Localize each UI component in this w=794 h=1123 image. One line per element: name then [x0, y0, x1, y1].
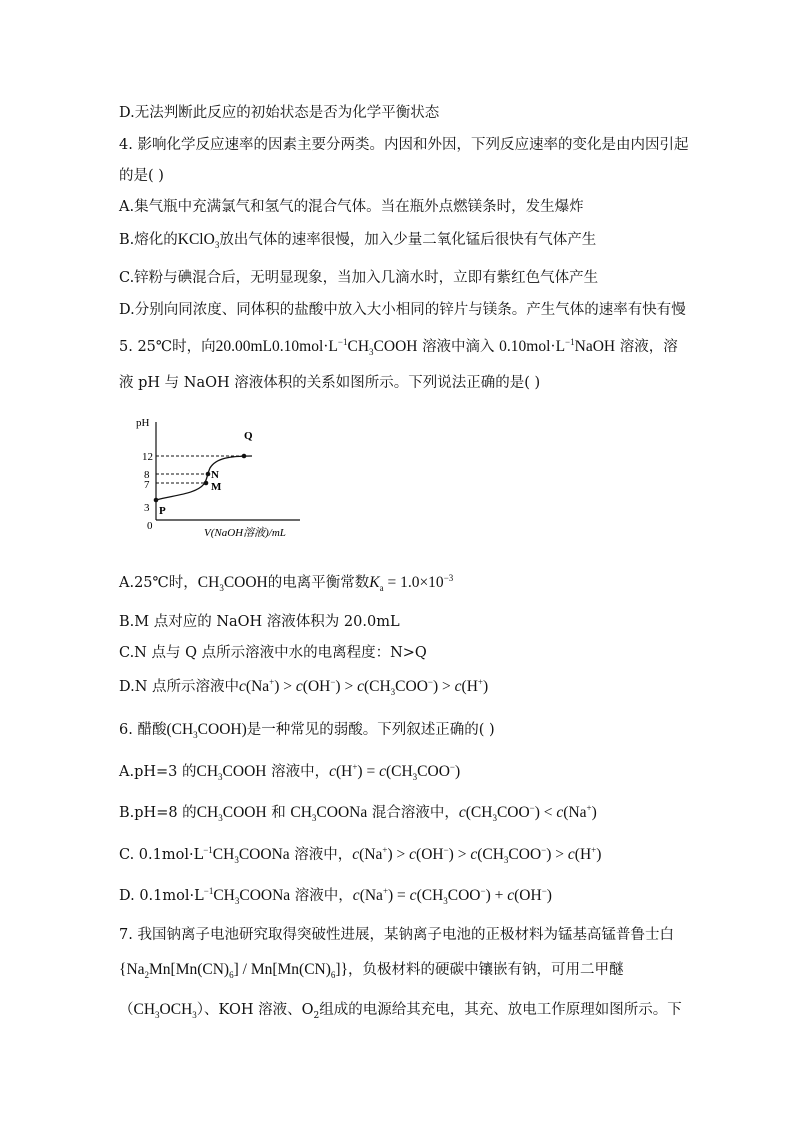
- q5-option-a: A.25℃时，$CH_3COOH$的电离平衡常数$K_a = 1.0\times 10^{-3}$: [119, 572, 454, 594]
- point-m: [204, 481, 209, 486]
- q5-option-b: B.M 点对应的 NaOH 溶液体积为 20.0mL: [119, 614, 400, 630]
- q7-stem-line1: 7. 我国钠离子电池研究取得突破性进展，某钠离子电池的正极材料为锰基高锰普鲁士白: [119, 927, 674, 943]
- label-q: Q: [244, 430, 253, 442]
- q7-stem-line3: $(CH_3OCH_3)$、KOH 溶液、$O_2$组成的电源给其充电，其充、放电工作原理如图所示。下: [119, 1001, 682, 1021]
- q5-stem-line2: 液 pH 与 NaOH 溶液体积的关系如图所示。下列说法正确的是( ): [119, 375, 541, 391]
- y-axis-label: pH: [136, 417, 150, 429]
- q5-stem-line1: 5. 25℃时，向$20.00mL0.10mol\cdot L^{-1}CH_3COOH$ 溶液中滴入 $0.10mol\cdot L^{-1}NaOH$ 溶液，溶: [119, 336, 678, 358]
- label-m: M: [211, 481, 222, 493]
- titration-curve: [156, 456, 252, 500]
- point-q: [242, 454, 247, 459]
- q4-stem-line2: 的是( ): [119, 168, 164, 184]
- point-p: [154, 498, 159, 503]
- q4-option-c: C.锌粉与碘混合后，无明显现象，当加入几滴水时，立即有紫红色气体产生: [119, 270, 599, 286]
- q7-stem-line2: $\{Na_2Mn[Mn(CN)_6] / Mn[Mn(CN)_6]\}$，负极材料的硬碳中镶嵌有钠，可用二甲醚: [119, 961, 624, 981]
- q5-option-d: D.N 点所示溶液中$c(Na^+) > c(OH^-) > c(CH_3COO^-) > c(H^+)$: [119, 676, 489, 698]
- q6-option-d: D. $0.1mol\cdot L^{-1}CH_3COONa$ 溶液中，$c(Na^+) = c(CH_3COO^-) + c(OH^-)$: [119, 885, 552, 907]
- x-axis-label: V(NaOH溶液)/mL: [204, 527, 286, 539]
- y-tick-12: 12: [142, 451, 153, 463]
- point-n: [206, 472, 211, 477]
- q6-option-c: C. $0.1mol\cdot L^{-1}CH_3COONa$ 溶液中，$c(Na^+) > c(OH^-) > c(CH_3COO^-) > c(H^+)$: [119, 844, 602, 866]
- y-tick-3: 3: [144, 502, 150, 514]
- q3-option-d: D.无法判断此反应的初始状态是否为化学平衡状态: [119, 105, 440, 121]
- q4-stem-line1: 4. 影响化学反应速率的因素主要分两类。内因和外因，下列反应速率的变化是由内因引起: [119, 137, 689, 153]
- q4-option-a: A.集气瓶中充满氯气和氢气的混合气体。当在瓶外点燃镁条时，发生爆炸: [119, 199, 584, 215]
- y-tick-7: 7: [144, 479, 150, 491]
- ph-titration-curve-figure: [130, 408, 310, 543]
- label-p: P: [159, 505, 166, 517]
- q6-stem: 6. 醋酸$(CH_3COOH)$是一种常见的弱酸。下列叙述正确的( ): [119, 721, 495, 741]
- q4-option-d: D.分别向同浓度、同体积的盐酸中放入大小相同的锌片与镁条。产生气体的速率有快有慢: [119, 302, 686, 318]
- label-n: N: [211, 469, 219, 481]
- origin-label: 0: [147, 520, 153, 532]
- q5-option-c: C.N 点与 Q 点所示溶液中水的电离程度：N>Q: [119, 645, 427, 661]
- y-tick-8: 8: [144, 469, 150, 481]
- q6-option-a: A.pH=3 的$CH_3COOH$ 溶液中，$c(H^+) = c(CH_3COO^-)$: [119, 761, 461, 783]
- q6-option-b: B.pH=8 的$CH_3COOH$ 和 $CH_3COONa$ 混合溶液中，$c(CH_3COO^-) < c(Na^+)$: [119, 802, 597, 824]
- q4-option-b: B.熔化的KClO$_3$放出气体的速率很慢，加入少量二氧化锰后很快有气体产生: [119, 231, 597, 251]
